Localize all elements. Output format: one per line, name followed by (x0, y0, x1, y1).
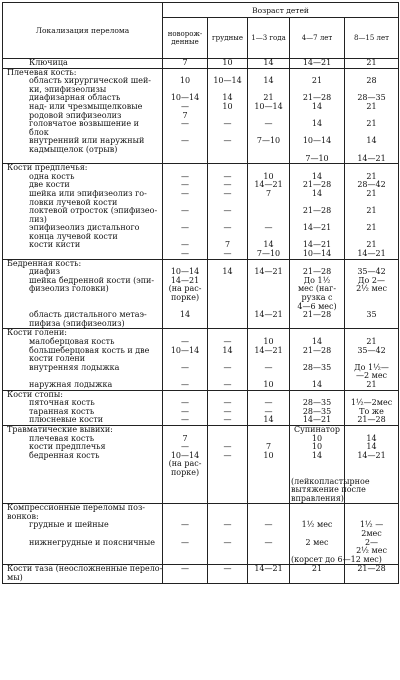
cell-value: — (208, 408, 248, 417)
table-row (3, 241, 399, 250)
cell-value: 7—10 (290, 155, 345, 164)
table-row (3, 277, 399, 311)
cell-value: 10 (248, 452, 290, 478)
cell-value: 14—21 (248, 347, 290, 364)
age-group-header: Возраст детей (163, 3, 399, 18)
row-label: головчатое возвышение и блок (3, 120, 163, 137)
cell-value: 10 (248, 381, 290, 390)
cell-value: 21 (345, 103, 399, 112)
row-label: Кости стопы: (3, 390, 163, 399)
cell-value: 21—28 (290, 268, 345, 277)
cell-value: 7—10 (248, 137, 290, 154)
table-row (3, 539, 399, 556)
cell-value: 14 (290, 338, 345, 347)
cell-value: До 1½— —2 мес (345, 364, 399, 381)
cell-value: 14—21 (290, 59, 345, 69)
cell-value (208, 155, 248, 164)
cell-value: — (208, 399, 248, 408)
cell-value: 7 (163, 112, 208, 121)
row-label: пяточная кость (3, 399, 163, 408)
cell-value: До 1½ мес (наг- рузка с 4—6 мес) (290, 277, 345, 311)
cell-value: — (208, 120, 248, 137)
row-label: Травматические вывихи: (3, 425, 163, 434)
row-label: нижнегрудные и поясничные (3, 539, 163, 556)
row-label: Бедренная кость: (3, 259, 163, 268)
cell-value: — (208, 137, 248, 154)
cell-value (208, 478, 248, 504)
location-header: Локализация перелома (3, 3, 163, 59)
cell-value: 10 (208, 103, 248, 112)
cell-value: — (163, 190, 208, 207)
cell-value (248, 478, 290, 504)
cell-value: 35—42 (345, 347, 399, 364)
cell-value: 21—28 (290, 181, 345, 190)
cell-value: 21 (345, 207, 399, 224)
cell-value: — (163, 173, 208, 182)
cell-value: — (208, 565, 248, 583)
row-label: одна кость (3, 173, 163, 182)
table-body (3, 59, 399, 584)
row-label: эпифизеолиз дистального конца лучевой кости (3, 224, 163, 241)
cell-value: 14 (345, 137, 399, 154)
cell-value: 7 (248, 190, 290, 207)
table-row (3, 565, 399, 583)
row-label: грудные и шейные (3, 521, 163, 538)
cell-value: 10—14 (на рас- порке) (163, 452, 208, 478)
cell-value (248, 425, 290, 434)
table-row (3, 250, 399, 259)
cell-value: 14 (290, 381, 345, 390)
table-row (3, 137, 399, 154)
cell-value: 1½ мес (290, 521, 345, 538)
col-header-1-3: 1—3 года (248, 18, 290, 59)
row-label: Плечевая кость: (3, 68, 163, 77)
cell-value: До 2— 2½ мес (345, 277, 399, 311)
cell-value: — (208, 250, 248, 259)
cell-value: 10 (163, 77, 208, 94)
cell-value: 21—28 (345, 416, 399, 425)
cell-value: — (208, 338, 248, 347)
cell-value: 10—14 (290, 250, 345, 259)
cell-value: — (248, 224, 290, 241)
cell-value: 14—21 (290, 224, 345, 241)
cell-value: 14—21 (248, 268, 290, 277)
cell-value: 14 (208, 94, 248, 103)
cell-value: 10—14 (163, 268, 208, 277)
cell-value: — (248, 408, 290, 417)
cell-value (208, 311, 248, 329)
cell-value: — (163, 399, 208, 408)
row-label: диафизарная область (3, 94, 163, 103)
row-label: локтевой отросток (эпифизео- лиз) (3, 207, 163, 224)
cell-value: 14 (208, 268, 248, 277)
cell-value: 14 (290, 103, 345, 112)
cell-value (248, 504, 290, 522)
cell-value: 10 (290, 435, 345, 444)
cell-value: 14—21 (345, 250, 399, 259)
row-label: малоберцовая кость (3, 338, 163, 347)
cell-value: 7 (208, 241, 248, 250)
cell-value: — (208, 539, 248, 556)
cell-value: 21 (345, 224, 399, 241)
row-label: Компрессионные переломы поз- вонков: (3, 504, 163, 522)
row-label (3, 478, 163, 504)
cell-value: 7 (163, 59, 208, 69)
cell-value: — (208, 416, 248, 425)
cell-value: — (163, 364, 208, 381)
cell-value (290, 504, 345, 522)
col-header-4-7: 4—7 лет (290, 18, 345, 59)
row-label: кости кисти (3, 241, 163, 250)
cell-value: 14 (345, 443, 399, 452)
cell-value: — (208, 181, 248, 190)
row-label: Кости голени: (3, 329, 163, 338)
row-label: родовой эпифизеолиз (3, 112, 163, 121)
table-row (3, 381, 399, 390)
cell-value: 21 (345, 241, 399, 250)
cell-value: 28—35 (290, 408, 345, 417)
cell-value: 21 (290, 565, 345, 583)
cell-value: 21—28 (290, 207, 345, 224)
cell-value: 10 (248, 338, 290, 347)
cell-value: — (163, 408, 208, 417)
cell-value: — (163, 120, 208, 137)
table-row (3, 207, 399, 224)
cell-value: — (163, 521, 208, 538)
cell-value: 14 (208, 347, 248, 364)
cell-value: 14—21 (248, 181, 290, 190)
cell-value: 7 (248, 443, 290, 452)
cell-value: 10 (290, 443, 345, 452)
table-row (3, 120, 399, 137)
cell-value: 21 (345, 381, 399, 390)
table-row (3, 259, 399, 268)
cell-value: — (208, 224, 248, 241)
cell-value: — (163, 338, 208, 347)
cell-value: — (248, 364, 290, 381)
cell-value (208, 504, 248, 522)
cell-value: 35—42 (345, 268, 399, 277)
cell-value: 35 (345, 311, 399, 329)
cell-value: 28—42 (345, 181, 399, 190)
cell-value: 1½—2мес (345, 399, 399, 408)
row-label: Кости предплечья: (3, 164, 163, 173)
row-label: область дистального метаэ- пифиза (эпифизеолиз) (3, 311, 163, 329)
cell-value: 14—21 (345, 452, 399, 478)
table-row (3, 59, 399, 69)
cell-value: 2 мес (290, 539, 345, 556)
cell-value: — (163, 565, 208, 583)
table-row (3, 311, 399, 329)
cell-value: 10 (208, 59, 248, 69)
cell-value: 1½ — 2мес (345, 521, 399, 538)
cell-value: — (163, 181, 208, 190)
row-label: две кости (3, 181, 163, 190)
cell-value: — (163, 443, 208, 452)
cell-value: 14 (248, 59, 290, 69)
cell-value: — (208, 173, 248, 182)
cell-value: — (163, 250, 208, 259)
table-row (3, 224, 399, 241)
row-label: диафиз (3, 268, 163, 277)
cell-value: 21 (345, 120, 399, 137)
cell-value: 14—21 (248, 565, 290, 583)
cell-value: 21—28 (345, 565, 399, 583)
cell-value: — (163, 137, 208, 154)
cell-value: — (163, 241, 208, 250)
cell-value: 21—28 (290, 311, 345, 329)
cell-value: 21 (290, 77, 345, 94)
cell-value: 14 (248, 416, 290, 425)
cell-value: 2— 2½ мес (345, 539, 399, 556)
cell-value: — (163, 207, 208, 224)
row-label: наружная лодыжка (3, 381, 163, 390)
row-label: таранная кость (3, 408, 163, 417)
cell-value: — (208, 364, 248, 381)
row-label: плечевая кость (3, 435, 163, 444)
cell-value: — (208, 452, 248, 478)
table-row (3, 347, 399, 364)
cell-value: 14 (163, 311, 208, 329)
cell-value: 21 (345, 173, 399, 182)
cell-value: 14—21 (290, 416, 345, 425)
cell-value: — (208, 207, 248, 224)
row-label: шейка бедренной кости (эпи- физеолиз головки) (3, 277, 163, 311)
cell-value: 21 (345, 338, 399, 347)
row-label: кости предплечья (3, 443, 163, 452)
cell-value: 14—21 (345, 155, 399, 164)
row-label: область хирургической шей- ки, эпифизеолизы (3, 77, 163, 94)
cell-value: 10 (248, 173, 290, 182)
table-row (3, 521, 399, 538)
cell-value: — (163, 416, 208, 425)
cell-value: — (163, 103, 208, 112)
cell-value: Супинатор (290, 425, 345, 434)
table-row (3, 364, 399, 381)
cell-value: — (208, 381, 248, 390)
table-row (3, 77, 399, 94)
cell-value (248, 155, 290, 164)
cell-value: 21 (345, 59, 399, 69)
cell-value: 14 (248, 77, 290, 94)
cell-value (163, 155, 208, 164)
cell-value: — (208, 190, 248, 207)
row-label: над- или чрезмыщелковые (3, 103, 163, 112)
cell-value: — (208, 443, 248, 452)
cell-value: (корсет до 6—12 мес) (291, 554, 382, 564)
cell-value (163, 478, 208, 504)
cell-value: 10—14 (290, 137, 345, 154)
row-label: Кости таза (неосложненные перело- мы) (3, 565, 163, 583)
table-row (3, 504, 399, 522)
cell-value: 14 (290, 452, 345, 478)
cell-value: (лейкопластырное вытяжение после вправления) (291, 476, 370, 503)
row-label: шейка или эпифизеолиз го- ловки лучевой кости (3, 190, 163, 207)
row-label (3, 250, 163, 259)
cell-value: 14 (290, 173, 345, 182)
cell-value: — (248, 399, 290, 408)
cell-value: 21 (248, 94, 290, 103)
cell-value: 14 (290, 190, 345, 207)
cell-value: 10—14 (163, 94, 208, 103)
row-label: внутренняя лодыжка (3, 364, 163, 381)
cell-value: 28 (345, 77, 399, 94)
row-label: Ключица (3, 59, 163, 69)
col-header-newborn: новорож- денные (163, 18, 208, 59)
col-header-8-15: 8—15 лет (345, 18, 399, 59)
cell-value: 21 (345, 190, 399, 207)
cell-value: 10—14 (248, 103, 290, 112)
cell-value (208, 425, 248, 434)
cell-value: 21—28 (290, 347, 345, 364)
row-label: плюсневые кости (3, 416, 163, 425)
cell-value: 21—28 (290, 94, 345, 103)
row-label: бедренная кость (3, 452, 163, 478)
cell-value: 14 (290, 120, 345, 137)
cell-value: 10—14 (163, 347, 208, 364)
cell-value: 14—21 (248, 311, 290, 329)
cell-value (248, 277, 290, 311)
cell-value: 7—10 (248, 250, 290, 259)
cell-value: 28—35 (290, 399, 345, 408)
cell-value: 14 (345, 435, 399, 444)
table-row (3, 452, 399, 478)
cell-value: — (208, 521, 248, 538)
cell-value (208, 277, 248, 311)
cell-value: То же (345, 408, 399, 417)
cell-value: — (248, 539, 290, 556)
row-label: внутренний или наружный кадмыщелок (отрыв) (3, 137, 163, 154)
fracture-table (2, 2, 399, 584)
cell-value: — (163, 224, 208, 241)
table-row (3, 478, 399, 504)
row-label: большеберцовая кость и две кости голени (3, 347, 163, 364)
cell-value (163, 504, 208, 522)
cell-value: — (163, 539, 208, 556)
cell-value: — (248, 521, 290, 538)
cell-value (345, 504, 399, 522)
cell-value: 7 (163, 435, 208, 444)
cell-value: — (163, 381, 208, 390)
cell-value: 14—21 (на рас- порке) (163, 277, 208, 311)
cell-value: — (248, 120, 290, 137)
cell-value: 14—21 (290, 241, 345, 250)
col-header-infant: грудные (208, 18, 248, 59)
cell-value: 14 (248, 241, 290, 250)
cell-value: 28—35 (290, 364, 345, 381)
cell-value: 10—14 (208, 77, 248, 94)
cell-value: 28—35 (345, 94, 399, 103)
cell-value (248, 207, 290, 224)
table-row (3, 190, 399, 207)
